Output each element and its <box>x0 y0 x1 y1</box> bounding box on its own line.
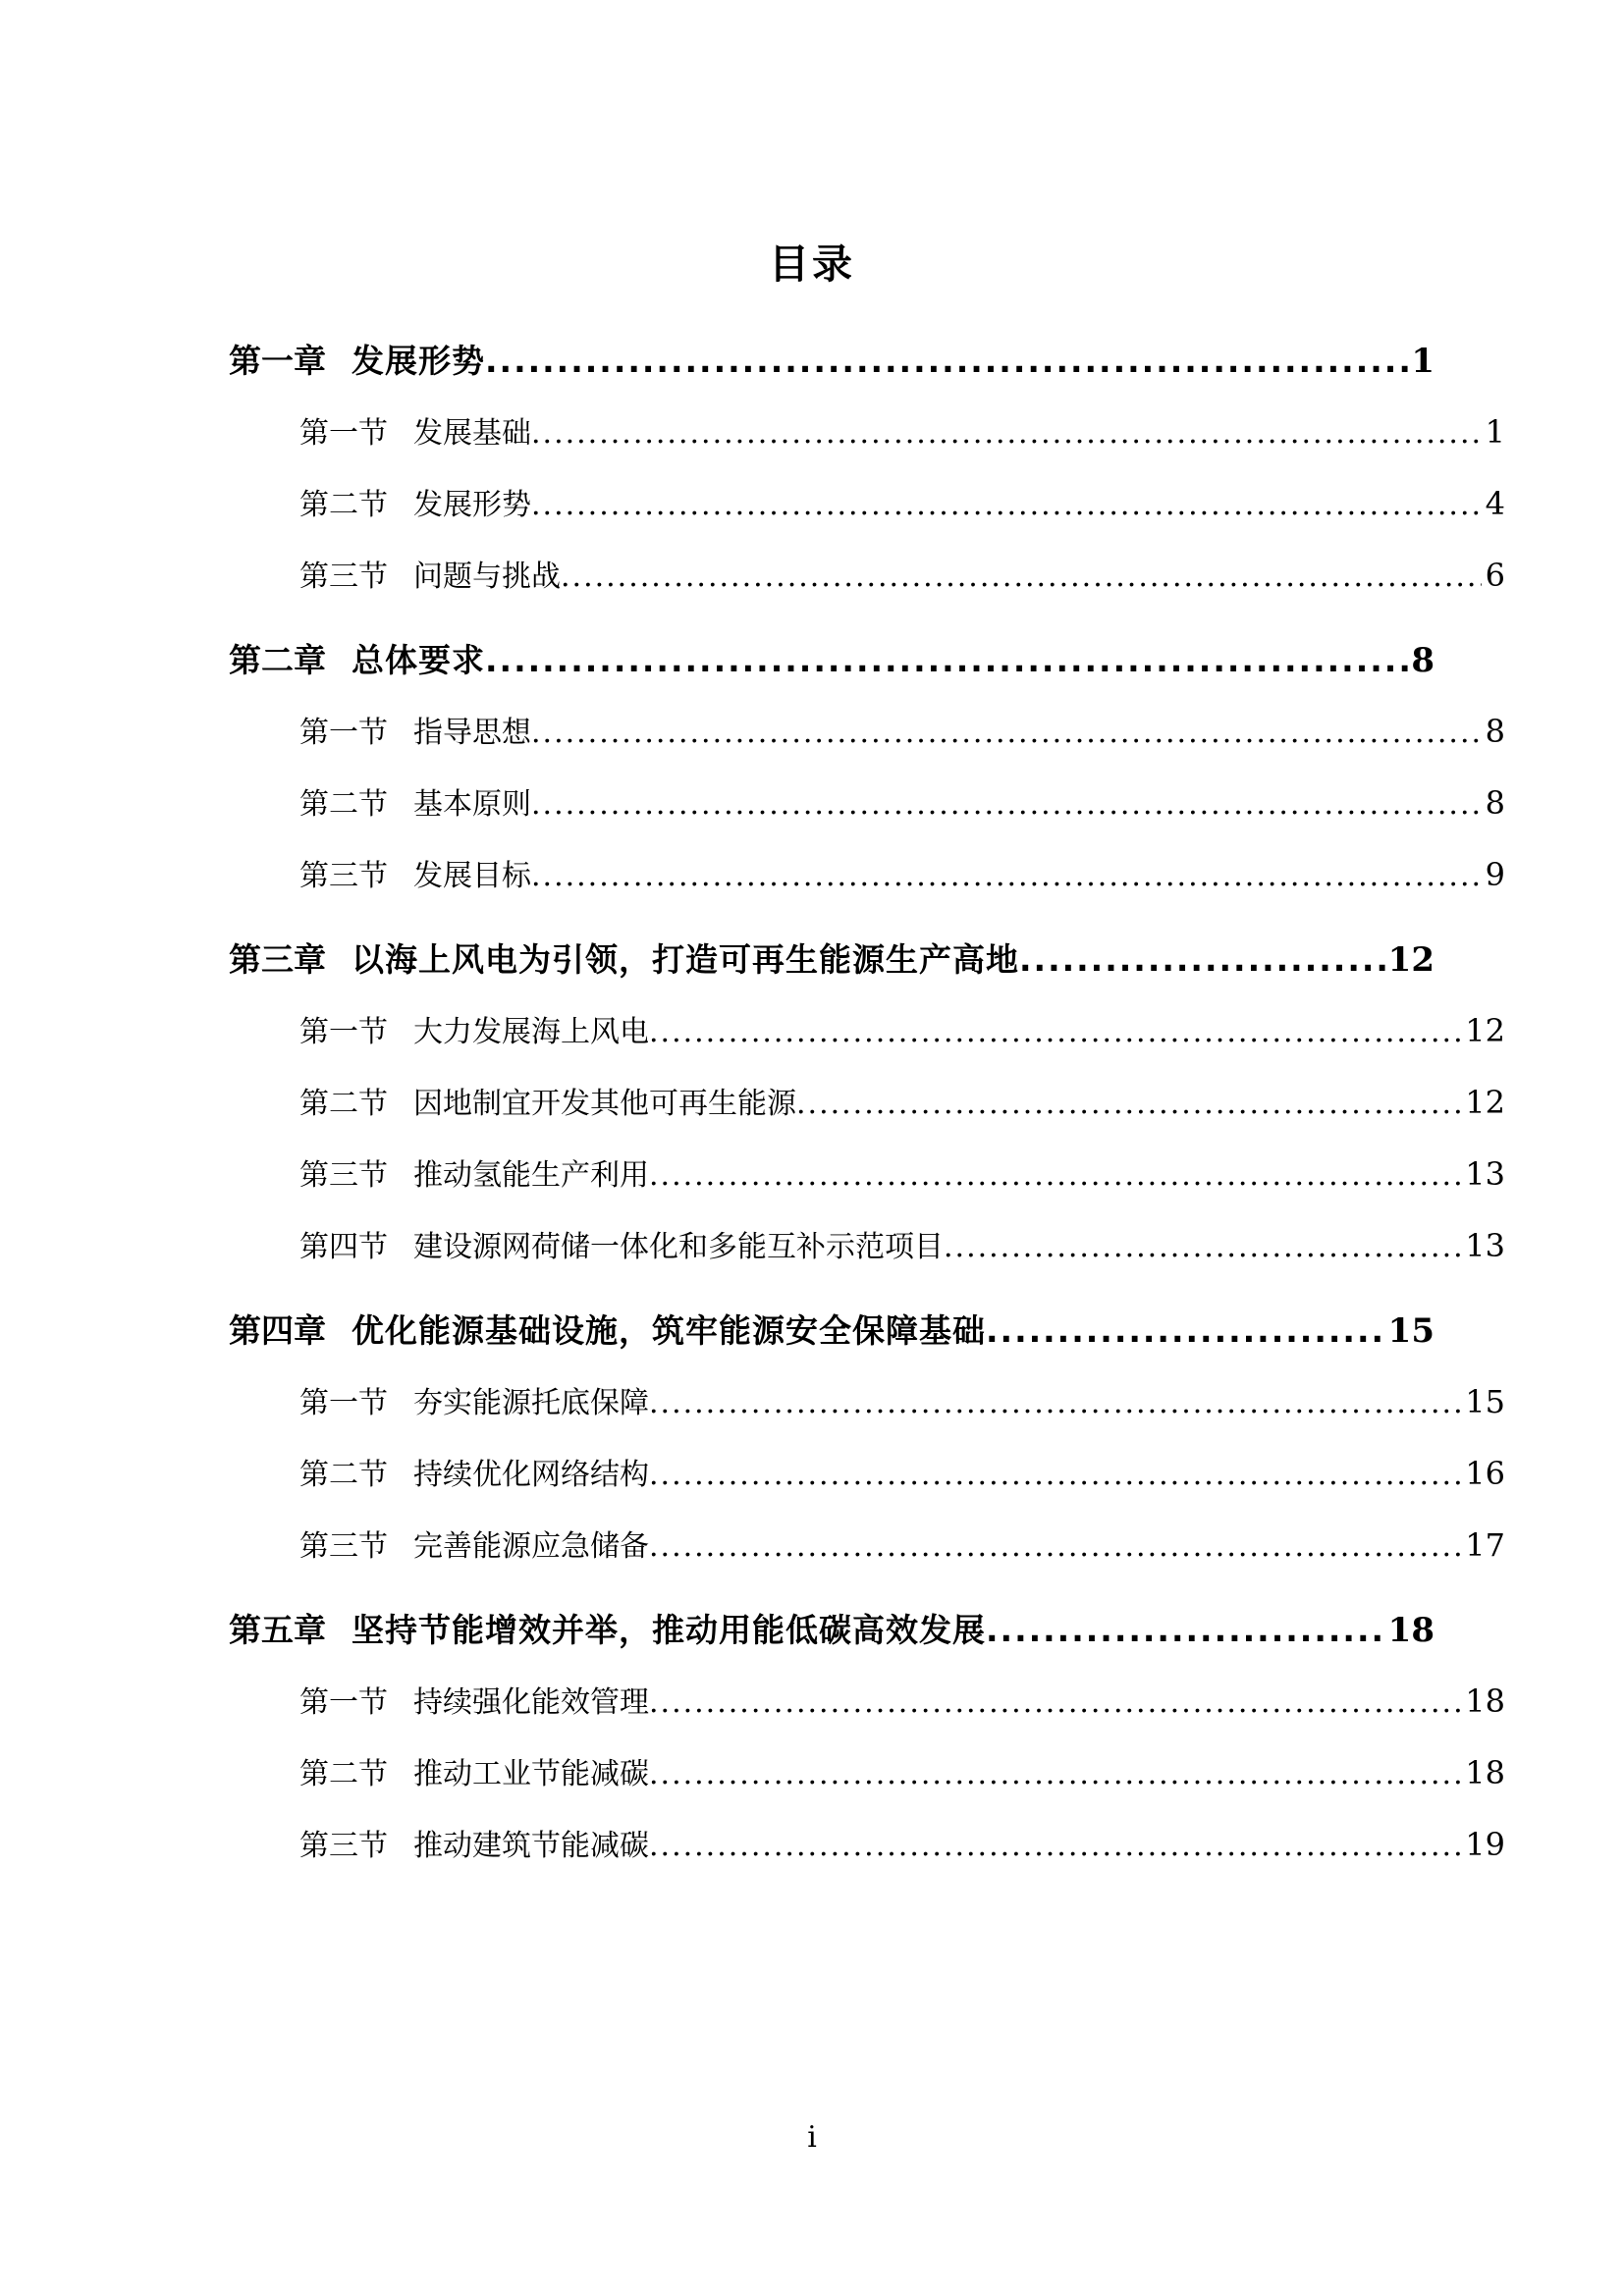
toc-section-entry[interactable] <box>229 1007 1505 1079</box>
toc-entry-page-number: 15 <box>1387 1311 1435 1351</box>
toc-entry-page-number: 12 <box>1465 1012 1505 1049</box>
toc-leader-dots <box>531 719 1482 748</box>
toc-entry-page-number: 8 <box>1485 784 1505 822</box>
toc-entry-label: 大力发展海上风电 <box>413 1015 649 1049</box>
toc-entry-number: 第二节 <box>299 787 388 822</box>
toc-entry-number: 第一章 <box>229 342 326 380</box>
toc-leader-dots <box>986 1614 1386 1646</box>
toc-entry-label: 坚持节能增效并举，推动用能低碳高效发展 <box>352 1611 986 1649</box>
toc-entry-number: 第二节 <box>299 488 388 522</box>
toc-entry-label: 完善能源应急储备 <box>413 1529 649 1564</box>
toc-entry-page-number: 12 <box>1465 1084 1505 1121</box>
page-title: 目录 <box>769 240 855 288</box>
toc-leader-dots <box>649 1461 1461 1490</box>
toc-leader-dots <box>649 1161 1461 1191</box>
toc-section-entry[interactable] <box>229 1150 1505 1222</box>
toc-section-entry[interactable] <box>229 480 1505 552</box>
toc-entry-label: 总体要求 <box>352 641 485 679</box>
toc-entry-label: 发展基础 <box>413 416 531 451</box>
toc-entry-label: 推动建筑节能减碳 <box>413 1829 649 1863</box>
toc-entry-number: 第一节 <box>299 1015 388 1049</box>
toc-entry-number: 第一节 <box>299 416 388 451</box>
toc-entry-number: 第三节 <box>299 1529 388 1564</box>
toc-chapter-entry[interactable] <box>229 934 1435 1007</box>
toc-entry-number: 第二节 <box>299 1087 388 1121</box>
toc-entry-label: 因地制宜开发其他可再生能源 <box>413 1087 796 1121</box>
toc-entry-number: 第三节 <box>299 859 388 893</box>
toc-entry-number: 第四章 <box>229 1311 326 1350</box>
toc-entry-page-number: 6 <box>1485 557 1505 594</box>
toc-section-entry[interactable] <box>229 1378 1505 1450</box>
toc-entry-label: 基本原则 <box>413 787 531 822</box>
toc-entry-label: 以海上风电为引领，打造可再生能源生产高地 <box>352 940 1019 979</box>
table-of-contents <box>229 324 1505 1893</box>
toc-chapter-entry[interactable] <box>229 1306 1435 1378</box>
toc-entry-page-number: 19 <box>1465 1826 1505 1863</box>
toc-section-entry[interactable] <box>229 1222 1505 1294</box>
toc-leader-dots <box>1019 943 1386 976</box>
toc-entry-page-number: 4 <box>1485 485 1505 522</box>
toc-entry-page-number: 8 <box>1411 641 1435 680</box>
toc-leader-dots <box>485 345 1409 377</box>
toc-entry-page-number: 12 <box>1387 940 1435 980</box>
toc-entry-label: 问题与挑战 <box>413 560 561 594</box>
toc-entry-page-number: 1 <box>1411 342 1435 381</box>
toc-leader-dots <box>649 1389 1461 1418</box>
toc-entry-number: 第三节 <box>299 1829 388 1863</box>
toc-leader-dots <box>561 562 1482 592</box>
toc-entry-page-number: 17 <box>1465 1526 1505 1564</box>
toc-leader-dots <box>531 862 1482 891</box>
footer-page-number: i <box>807 2120 817 2155</box>
toc-leader-dots <box>649 1832 1461 1861</box>
toc-entry-label: 优化能源基础设施，筑牢能源安全保障基础 <box>352 1311 986 1350</box>
toc-entry-page-number: 18 <box>1387 1611 1435 1650</box>
toc-entry-number: 第一节 <box>299 716 388 750</box>
toc-leader-dots <box>531 419 1482 449</box>
toc-section-entry[interactable] <box>229 1821 1505 1893</box>
toc-entry-page-number: 13 <box>1465 1155 1505 1193</box>
toc-entry-page-number: 18 <box>1465 1754 1505 1791</box>
toc-entry-label: 发展形势 <box>352 342 485 380</box>
toc-leader-dots <box>531 491 1482 520</box>
toc-section-entry[interactable] <box>229 851 1505 923</box>
toc-section-entry[interactable] <box>229 1749 1505 1821</box>
toc-entry-number: 第三节 <box>299 560 388 594</box>
toc-entry-page-number: 16 <box>1465 1455 1505 1492</box>
toc-entry-page-number: 18 <box>1465 1682 1505 1720</box>
toc-entry-page-number: 8 <box>1485 713 1505 750</box>
toc-leader-dots <box>986 1314 1386 1347</box>
toc-leader-dots <box>796 1090 1461 1119</box>
toc-entry-page-number: 1 <box>1485 413 1505 451</box>
toc-entry-label: 发展形势 <box>413 488 531 522</box>
toc-entry-page-number: 13 <box>1465 1227 1505 1264</box>
toc-entry-number: 第一节 <box>299 1685 388 1720</box>
toc-chapter-entry[interactable] <box>229 336 1435 408</box>
toc-entry-label: 持续强化能效管理 <box>413 1685 649 1720</box>
toc-section-entry[interactable] <box>229 779 1505 851</box>
toc-entry-page-number: 15 <box>1465 1383 1505 1420</box>
toc-entry-page-number: 9 <box>1485 856 1505 893</box>
toc-entry-label: 推动工业节能减碳 <box>413 1757 649 1791</box>
toc-entry-number: 第二节 <box>299 1757 388 1791</box>
toc-entry-number: 第二节 <box>299 1458 388 1492</box>
toc-leader-dots <box>649 1018 1461 1047</box>
toc-entry-label: 发展目标 <box>413 859 531 893</box>
toc-section-entry[interactable] <box>229 708 1505 779</box>
toc-entry-number: 第三章 <box>229 940 326 979</box>
toc-chapter-entry[interactable] <box>229 1605 1435 1678</box>
toc-leader-dots <box>944 1233 1461 1262</box>
toc-section-entry[interactable] <box>229 408 1505 480</box>
toc-leader-dots <box>649 1688 1461 1718</box>
toc-leader-dots <box>485 644 1409 676</box>
toc-leader-dots <box>649 1532 1461 1562</box>
toc-entry-label: 持续优化网络结构 <box>413 1458 649 1492</box>
toc-section-entry[interactable] <box>229 1678 1505 1749</box>
toc-entry-label: 指导思想 <box>413 716 531 750</box>
toc-entry-number: 第五章 <box>229 1611 326 1649</box>
toc-entry-label: 夯实能源托底保障 <box>413 1386 649 1420</box>
toc-chapter-entry[interactable] <box>229 635 1435 708</box>
toc-entry-number: 第二章 <box>229 641 326 679</box>
toc-section-entry[interactable] <box>229 1450 1505 1522</box>
toc-entry-number: 第四节 <box>299 1230 388 1264</box>
toc-entry-number: 第一节 <box>299 1386 388 1420</box>
toc-entry-number: 第三节 <box>299 1158 388 1193</box>
toc-entry-label: 建设源网荷储一体化和多能互补示范项目 <box>413 1230 944 1264</box>
toc-section-entry[interactable] <box>229 1079 1505 1150</box>
toc-leader-dots <box>649 1760 1461 1789</box>
toc-section-entry[interactable] <box>229 552 1505 623</box>
toc-section-entry[interactable] <box>229 1522 1505 1593</box>
toc-entry-label: 推动氢能生产利用 <box>413 1158 649 1193</box>
toc-leader-dots <box>531 790 1482 820</box>
